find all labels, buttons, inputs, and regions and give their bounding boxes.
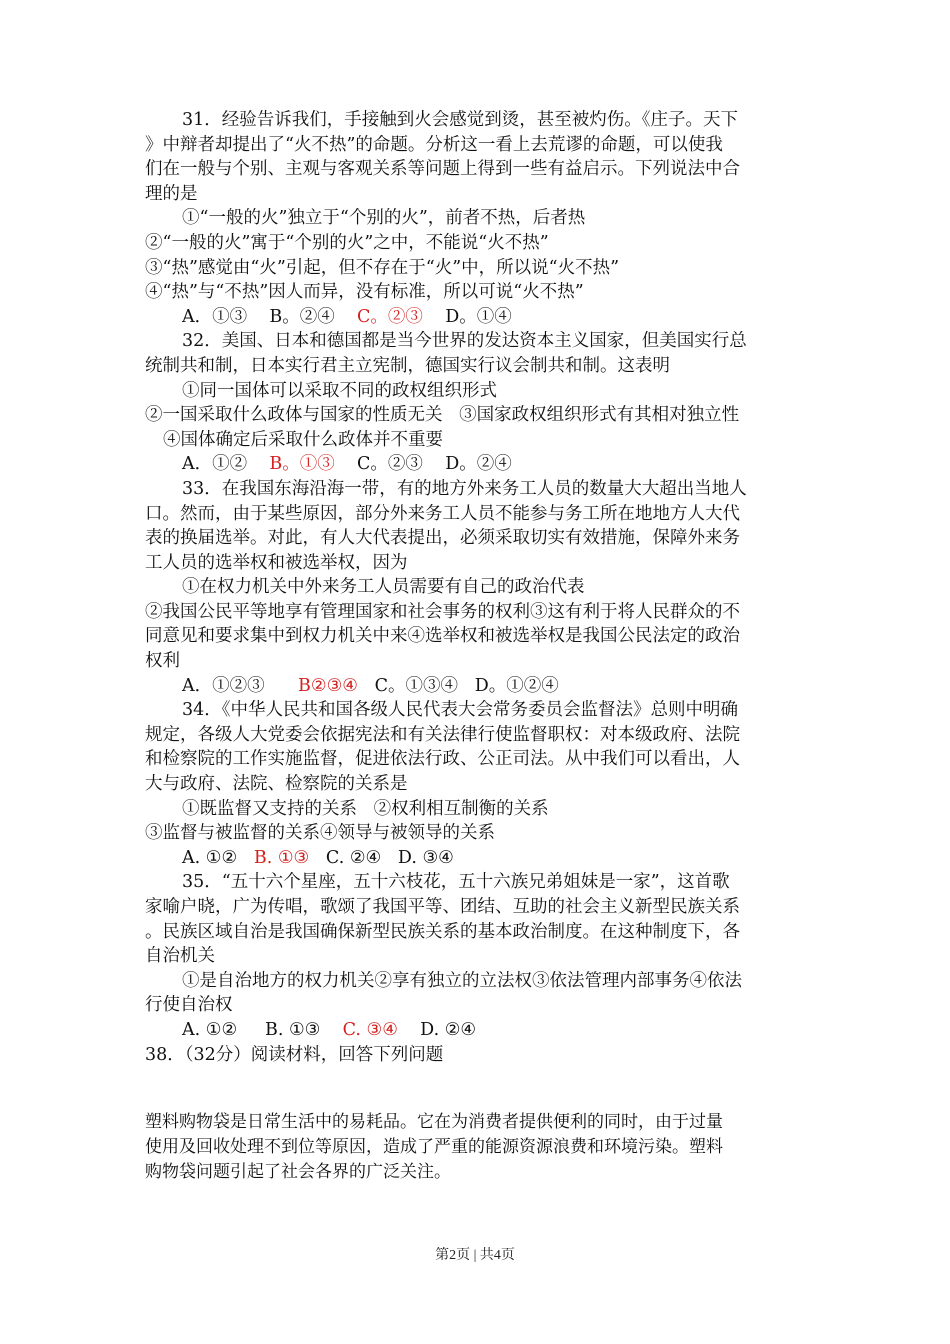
answer-options bbox=[145, 305, 800, 330]
material-line: 使用及回收处理不到位等原因，造成了严重的能源资源浪费和环境污染。塑料 bbox=[145, 1137, 723, 1157]
question-31-stem: 31．经验告诉我们，手接触到火会感觉到烫，甚至被灼伤。《庄子。天下 bbox=[182, 110, 739, 130]
material-line: 塑料购物袋是日常生活中的易耗品。它在为消费者提供便利的同时，由于过量 bbox=[145, 1112, 723, 1132]
question-35-stem: 家喻户晓，广为传唱，歌颂了我国平等、团结、互助的社会主义新型民族关系 bbox=[145, 897, 740, 917]
material-line: 购物袋问题引起了社会各界的广泛关注。 bbox=[145, 1162, 451, 1182]
statement-item: ①既监督又支持的关系 ②权利相互制衡的关系 bbox=[182, 798, 549, 819]
question-32 bbox=[145, 329, 800, 477]
question-33-stem: 表的换届选举。对此，有人大代表提出，必须采取切实有效措施，保障外来务 bbox=[145, 528, 740, 549]
option-c-marked-answer: C。②③ bbox=[357, 306, 423, 327]
option-b-marked-answer: B. ①③ bbox=[253, 847, 310, 868]
question-33-stem: 33．在我国东海沿海一带，有的地方外来务工人员的数量大大超出当地人 bbox=[182, 478, 747, 499]
option-d: D. ③④ bbox=[397, 847, 454, 868]
question-31 bbox=[145, 108, 800, 329]
question-38-material bbox=[145, 1110, 805, 1185]
option-a: A. ①② bbox=[182, 847, 238, 868]
option-d: D。②④ bbox=[445, 454, 512, 475]
option-d: D。①②④ bbox=[474, 675, 559, 696]
question-34-stem: 大与政府、法院、检察院的关系是 bbox=[145, 774, 408, 795]
question-35-stem: 自治机关 bbox=[145, 946, 215, 967]
question-34-stem: 和检察院的工作实施监督，促进依法行政、公正司法。从中我们可以看出，人 bbox=[145, 749, 740, 770]
answer-options bbox=[145, 1018, 800, 1043]
question-32-stem: 统制共和制，日本实行君主立宪制，德国实行议会制共和制。这表明 bbox=[145, 355, 670, 376]
answer-options bbox=[145, 452, 800, 477]
answer-options bbox=[145, 846, 800, 871]
statement-item: ③监督与被监督的关系④领导与被领导的关系 bbox=[145, 823, 495, 844]
question-35-stem: 35．“五十六个星座，五十六枝花，五十六族兄弟姐妹是一家”，这首歌 bbox=[182, 872, 730, 893]
statement-item: ②“一般的火”寓于“个别的火”之中，不能说“火不热” bbox=[145, 232, 549, 253]
option-b: B. ①③ bbox=[264, 1019, 321, 1040]
statement-item: ③“热”感觉由“火”引起，但不存在于“火”中，所以说“火不热” bbox=[145, 257, 620, 278]
option-a: A．①② bbox=[182, 454, 248, 475]
answer-options bbox=[145, 674, 800, 699]
statement-item: ④“热”与“不热”因人而异，没有标准，所以可说“火不热” bbox=[145, 282, 584, 303]
option-b-marked-answer: B②③④ bbox=[298, 675, 358, 696]
page-footer: 第2页 | 共4页 bbox=[435, 1248, 515, 1263]
option-c: C。①③④ bbox=[374, 675, 459, 696]
option-a: A．①③ bbox=[182, 306, 248, 327]
question-35-stem: 。民族区域自治是我国确保新型民族关系的基本政治制度。在这种制度下，各 bbox=[145, 921, 740, 942]
statement-item: ①是自治地方的权力机关②享有独立的立法权③依法管理内部事务④依法 bbox=[182, 970, 742, 991]
option-c-marked-answer: C. ③④ bbox=[342, 1019, 398, 1040]
statement-item: ①同一国体可以采取不同的政权组织形式 bbox=[182, 380, 497, 401]
option-d: D。①④ bbox=[445, 306, 512, 327]
question-33-stem: 工人员的选举权和被选举权，因为 bbox=[145, 552, 408, 573]
option-a: A．①②③ bbox=[182, 675, 265, 696]
question-35 bbox=[145, 870, 800, 1042]
statement-item: ②一国采取什么政体与国家的性质无关 ③国家政权组织形式有其相对独立性 bbox=[145, 405, 740, 426]
statement-item: 权利 bbox=[145, 651, 180, 672]
question-31-stem: 们在一般与个别、主观与客观关系等问题上得到一些有益启示。下列说法中合 bbox=[145, 159, 740, 180]
statement-item: ①“一般的火”独立于“个别的火”，前者不热，后者热 bbox=[182, 208, 586, 229]
option-d: D. ②④ bbox=[420, 1019, 477, 1040]
question-31-stem: 理的是 bbox=[145, 183, 198, 204]
statement-item: 同意见和要求集中到权力机关中来④选举权和被选举权是我国公民法定的政治 bbox=[145, 626, 740, 647]
statement-item: ④国体确定后采取什么政体并不重要 bbox=[163, 429, 443, 450]
question-34-stem: 34．《中华人民共和国各级人民代表大会常务委员会监督法》总则中明确 bbox=[182, 700, 739, 721]
statement-item: ①在权力机关中外来务工人员需要有自己的政治代表 bbox=[182, 577, 585, 598]
statement-item: ②我国公民平等地享有管理国家和社会事务的权利③这有利于将人民群众的不 bbox=[145, 601, 740, 622]
question-32-stem: 32．美国、日本和德国都是当今世界的发达资本主义国家，但美国实行总 bbox=[182, 331, 747, 352]
statement-item: 行使自治权 bbox=[145, 995, 233, 1016]
option-a: A. ①② bbox=[182, 1019, 238, 1040]
option-b: B。②④ bbox=[269, 306, 335, 327]
question-34 bbox=[145, 698, 800, 870]
option-c: C。②③ bbox=[357, 454, 423, 475]
question-38-title: 38．（32分）阅读材料，回答下列问题 bbox=[145, 1044, 444, 1065]
question-34-stem: 规定，各级人大党委会依据宪法和有关法律行使监督职权：对本级政府、法院 bbox=[145, 724, 740, 745]
question-31-stem: 》中辩者却提出了“火不热”的命题。分析这一看上去荒谬的命题，可以使我 bbox=[145, 134, 723, 155]
question-content bbox=[145, 108, 800, 1067]
question-33-stem: 口。然而，由于某些原因，部分外来务工人员不能参与务工所在地地方人大代 bbox=[145, 503, 740, 524]
question-33 bbox=[145, 477, 800, 698]
option-c: C. ②④ bbox=[325, 847, 382, 868]
option-b-marked-answer: B。①③ bbox=[269, 454, 335, 475]
